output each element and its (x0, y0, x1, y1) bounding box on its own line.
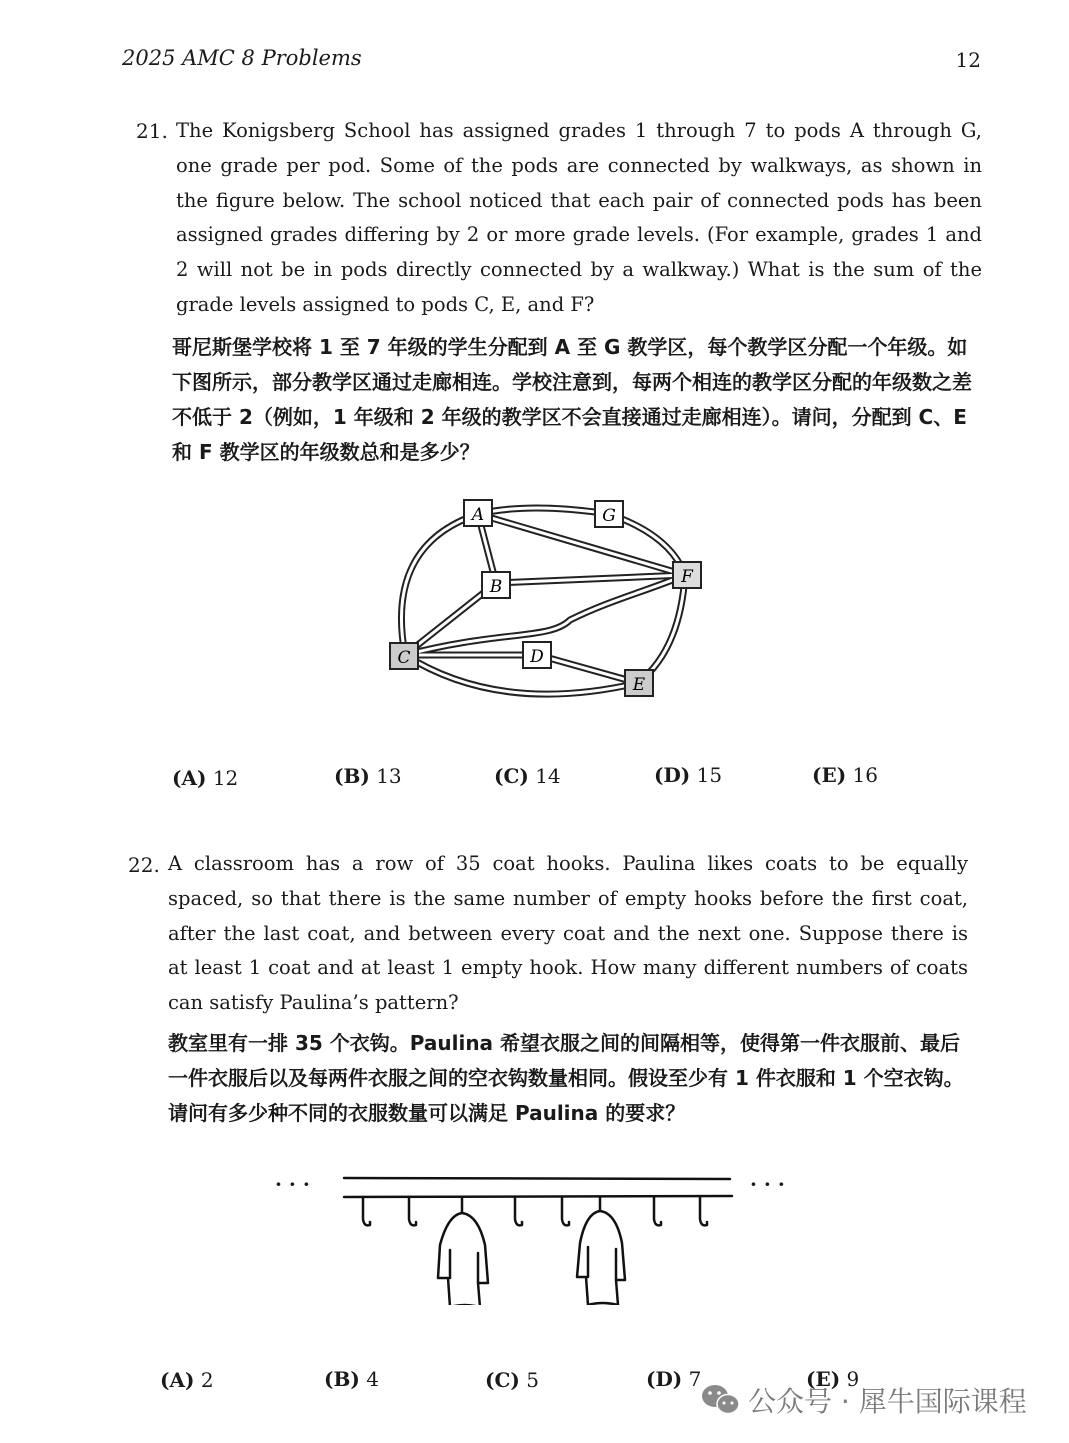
svg-text:D: D (530, 647, 544, 667)
choice-c[interactable]: (C) 5 (485, 1368, 539, 1392)
watermark (700, 1380, 1027, 1420)
choice-a[interactable]: (A) 12 (172, 766, 239, 790)
watermark-text: 公众号 · 犀牛国际课程 (748, 1385, 1027, 1418)
coat-icon (577, 1197, 625, 1305)
rail-bottom (344, 1196, 732, 1197)
hook-icon (515, 1197, 522, 1225)
choice-a[interactable]: (A) 2 (160, 1368, 214, 1392)
page-number: 12 (955, 48, 981, 72)
hook-icon (700, 1197, 707, 1225)
pod-G (595, 501, 623, 527)
choice-b[interactable]: (B) 4 (324, 1367, 379, 1391)
hook-icon (562, 1197, 569, 1225)
svg-text:B: B (489, 577, 503, 597)
pod-A (464, 500, 492, 526)
pod-D (523, 642, 551, 668)
problem-text-en: A classroom has a row of 35 coat hooks. Paulina likes coats to be equally spaced, so that there is the same number of empty hooks before the first coat, after the last coat, and between every coat and the next one. Suppose there is at least 1 coat and at least 1 empty hook. How many different numbers of coats can satisfy Paulina’s pattern? (168, 852, 968, 1015)
svg-text:G: G (602, 506, 616, 526)
problem-number: 21. (136, 119, 168, 143)
ellipsis-right: · · · (750, 1172, 785, 1196)
choice-b[interactable]: (B) 13 (334, 764, 402, 788)
svg-text:A: A (471, 505, 485, 525)
problem-text-zh: 哥尼斯堡学校将 1 至 7 年级的学生分配到 A 至 G 教学区，每个教学区分配一个年级。如下图所示，部分教学区通过走廊相连。学校注意到，每两个相连的教学区分配的年级数之差不低于 2（例如，1 年级和 2 年级的教学区不会直接通过走廊相连）。请问，分配到 C、E 和 F 教学区的年级数总和是多少？ (172, 335, 972, 464)
hook-icon (363, 1197, 370, 1225)
svg-text:C: C (397, 648, 411, 668)
wechat-icon (700, 1382, 742, 1418)
coat-hooks-figure (330, 1165, 750, 1305)
choice-c[interactable]: (C) 14 (494, 764, 561, 788)
choice-d[interactable]: (D) 15 (654, 763, 723, 787)
coat-icon (438, 1197, 488, 1305)
ellipsis-left: · · · (275, 1172, 310, 1196)
choice-e[interactable]: (E) 16 (812, 763, 878, 787)
pod-B (482, 572, 510, 598)
problem-text-zh: 教室里有一排 35 个衣钩。Paulina 希望衣服之间的间隔相等，使得第一件衣服前、最后一件衣服后以及每两件衣服之间的空衣钩数量相同。假设至少有 1 件衣服和 1 个空衣钩。请问有多少种不同的衣服数量可以满足 Paulina 的要求？ (168, 1031, 964, 1125)
problem-number: 22. (128, 853, 160, 877)
choice-d[interactable]: (D) 7 (646, 1367, 702, 1391)
svg-text:E: E (632, 675, 646, 695)
pod-C (390, 643, 418, 669)
choice-e[interactable]: (E) 9 (806, 1367, 860, 1391)
rail-top (344, 1178, 730, 1179)
hook-icon (654, 1197, 661, 1225)
header-title: 2025 AMC 8 Problems (122, 46, 362, 70)
pod-F (673, 562, 701, 588)
svg-text:F: F (681, 567, 693, 587)
pod-E (625, 670, 653, 696)
problem-text-en: The Konigsberg School has assigned grades 1 through 7 to pods A through G, one grade per pod. Some of the pods are connected by walkways, as shown in the figure below. The school noticed that each pair of connected pods has been assigned grades differing by 2 or more grade levels. (For example, grades 1 and 2 will not be in pods directly connected by a walkway.) What is the sum of the grade levels assigned to pods C, E, and F? (176, 119, 982, 316)
hook-icon (409, 1197, 416, 1225)
pod-graph-figure (380, 490, 720, 710)
